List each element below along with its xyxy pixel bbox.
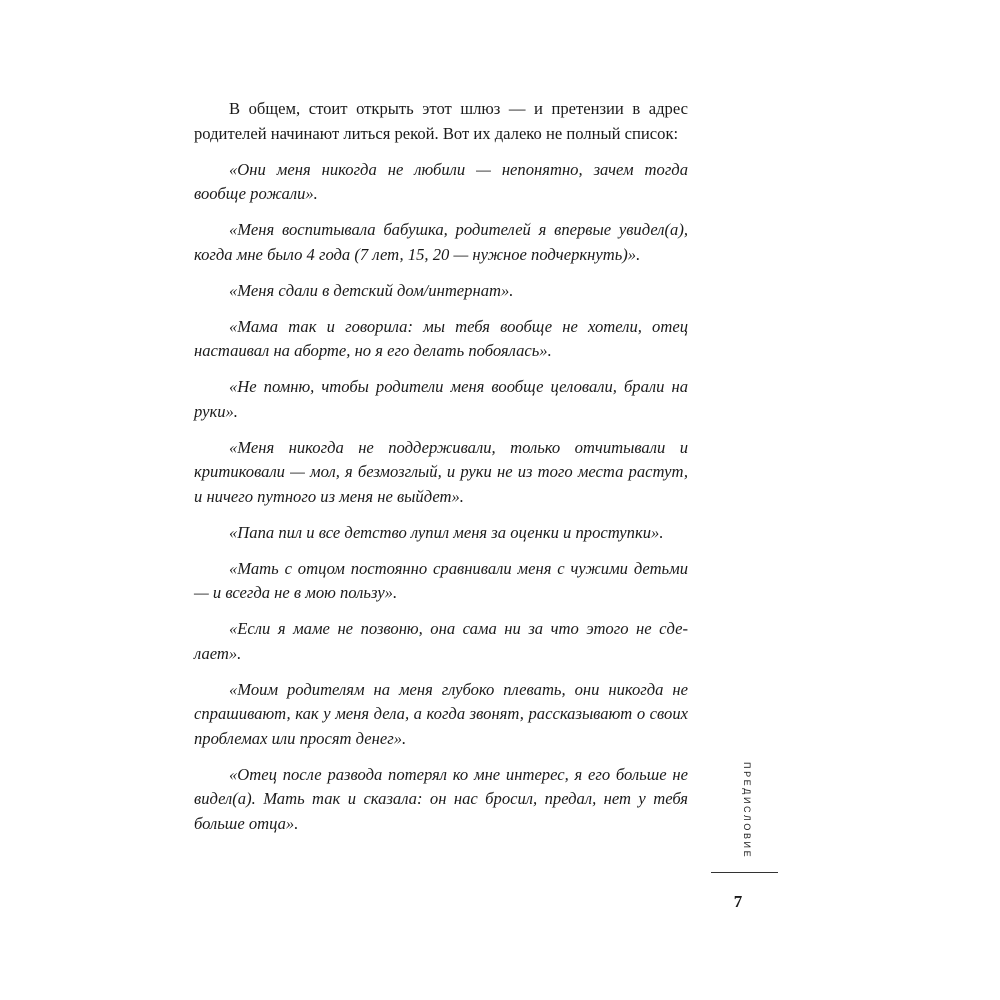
quote-paragraph: «Если я маме не позвоню, она сама ни за что этого не сделает». [194,619,688,663]
section-label-text: ПРЕДИСЛОВИЕ [742,762,752,860]
page-number: 7 [733,892,743,911]
quote-paragraph: «Моим родителям на меня глубоко плевать, они никогда не спрашивают, как у меня дела, а когда звонят, рассказывают о своих проблемах или просят денег». [194,679,688,748]
body-text [194,97,688,848]
intro-paragraph: В общем, стоит открыть этот шлюз — и претензии в адрес родителей начинают литься рекой. Вот их далеко не полный список: [194,99,688,143]
quote-paragraph: «Они меня никогда не любили — непонятно, зачем тогда вообще рожали». [194,159,688,203]
quote-paragraph: «Меня воспитывала бабушка, родителей я впервые увидел(а), когда мне было 4 года (7 лет, 15, 20 — нужное подчеркнуть)». [194,220,688,264]
margin-divider [711,872,778,873]
quote-paragraph: «Мама так и говорила: мы тебя вообще не хотели, отец настаивал на аборте, но я его делать побоялась». [194,316,688,360]
quote-paragraph: «Папа пил и все детство лупил меня за оценки и проступки». [229,522,664,542]
quote-paragraph: «Меня сдали в детский дом/интернат». [229,280,514,300]
quote-paragraph: «Отец после развода потерял ко мне интерес, я его больше не видел(а). Мать так и сказала: он нас бросил, предал, нет у тебя больше отца». [194,764,688,833]
running-section-label [740,762,754,862]
quote-paragraph: «Мать с отцом постоянно сравнивали меня с чужими детьми — и всегда не в мою пользу». [194,558,688,602]
quote-paragraph: «Не помню, чтобы родители меня вообще целовали, брали на руки». [194,377,688,421]
quote-paragraph: «Меня никогда не поддерживали, только отчитывали и критиковали — мол, я безмозглый, и руки не из того места растут, и ничего путного из меня не выйдет». [194,437,688,506]
